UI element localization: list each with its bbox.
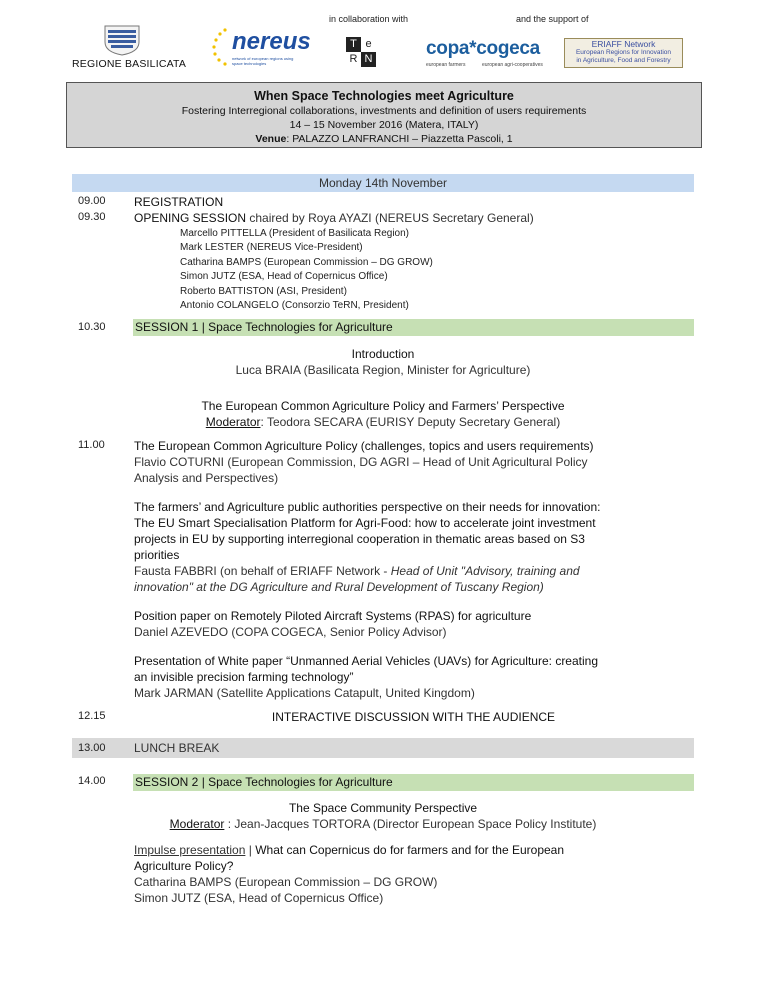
talk1-speaker-line1: Flavio COTURNI (European Commission, DG AGRI – Head of Unit Agricultural Policy xyxy=(134,455,588,469)
day-heading: Monday 14th November xyxy=(72,174,694,192)
moderator2-label: Moderator xyxy=(169,817,225,831)
opening-speaker: Simon JUTZ (ESA, Head of Copernicus Office) xyxy=(180,271,388,283)
registration-time: 09.00 xyxy=(78,195,106,207)
session1-heading: SESSION 1 | Space Technologies for Agriculture xyxy=(133,319,694,336)
region-name: REGIONE BASILICATA xyxy=(72,58,187,70)
talk2-title-line4: priorities xyxy=(134,548,180,562)
region-basilicata-crest-icon xyxy=(99,22,145,56)
venue-value: : PALAZZO LANFRANCHI – Piazzetta Pascoli, 1 xyxy=(286,133,513,145)
registration-label: REGISTRATION xyxy=(134,195,224,209)
session2-speaker: Simon JUTZ (ESA, Head of Copernicus Office) xyxy=(134,891,384,905)
talk2-speaker-role: Head of Unit "Advisory, training and xyxy=(390,564,580,578)
eriaff-line1: European Regions for Innovation xyxy=(575,49,672,56)
impulse-title: What can Copernicus do for farmers and for the European xyxy=(255,843,565,857)
tern-cell-t: T xyxy=(346,37,361,52)
impulse-separator: | xyxy=(245,843,256,857)
talk1-title: The European Common Agriculture Policy (challenges, topics and users requirements) xyxy=(134,439,594,453)
talk4-speaker: Mark JARMAN (Satellite Applications Catapult, United Kingdom) xyxy=(134,686,475,700)
opening-speaker: Catharina BAMPS (European Commission – DG GROW) xyxy=(180,256,433,268)
tern-logo xyxy=(346,37,376,67)
collab-caption: in collaboration with xyxy=(329,14,409,24)
tern-cell-r: R xyxy=(349,53,358,65)
talk2-speaker-name: Fausta FABBRI (on behalf of ERIAFF Network - xyxy=(134,564,391,578)
talks-time: 11.00 xyxy=(78,439,105,451)
talk2-title-line2: The EU Smart Specialisation Platform for Agri-Food: how to accelerate joint investment xyxy=(134,516,596,530)
session2-time: 14.00 xyxy=(78,775,106,787)
talk3-speaker: Daniel AZEVEDO (COPA COGECA, Senior Policy Advisor) xyxy=(134,625,447,639)
intro-title: Introduction xyxy=(351,347,415,361)
panel1-title: The European Common Agriculture Policy and Farmers’ Perspective xyxy=(201,399,565,413)
event-title-box xyxy=(66,82,702,148)
moderator2-name: : Jean-Jacques TORTORA (Director European Space Policy Institute) xyxy=(224,817,597,831)
nereus-logo xyxy=(212,26,312,70)
eriaff-line2: in Agriculture, Food and Forestry xyxy=(576,57,671,64)
eriaff-title: ERIAFF Network xyxy=(591,39,656,49)
nereus-tagline: network of european regions using space technologies xyxy=(232,56,294,66)
opening-speaker: Marcello PITTELLA (President of Basilicata Region) xyxy=(180,228,409,239)
talk2-speaker-line2: innovation" at the DG Agriculture and Rural Development of Tuscany Region) xyxy=(134,580,544,594)
session1-time: 10.30 xyxy=(78,321,106,333)
lunch-label: LUNCH BREAK xyxy=(134,741,220,755)
copa-cogeca-logo xyxy=(424,38,546,70)
session2-speaker: Catharina BAMPS (European Commission – DG GROW) xyxy=(134,875,438,889)
opening-speaker: Antonio COLANGELO (Consorzio TeRN, President) xyxy=(180,300,409,311)
panel1-moderator xyxy=(72,414,694,430)
talk2-speaker-line1 xyxy=(134,563,580,579)
talk4-title-line1: Presentation of White paper “Unmanned Aerial Vehicles (UAVs) for Agriculture: creating xyxy=(134,654,599,668)
eriaff-logo xyxy=(564,38,683,68)
moderator-name: : Teodora SECARA (EURISY Deputy Secretary General) xyxy=(260,415,561,429)
event-dates: 14 – 15 November 2016 (Matera, ITALY) xyxy=(289,119,479,131)
opening-chair: chaired by Roya AYAZI (NEREUS Secretary General) xyxy=(246,211,534,225)
talk2-title-line3: projects in EU by supporting interregional cooperation in thematic areas based on S3 xyxy=(134,532,585,546)
copa-sub1: european farmers xyxy=(426,62,466,68)
opening-time: 09.30 xyxy=(78,211,106,223)
discussion-label: INTERACTIVE DISCUSSION WITH THE AUDIENCE xyxy=(271,710,556,724)
venue-label: Venue xyxy=(255,133,287,145)
opening-label: OPENING SESSION xyxy=(134,211,247,225)
talk4-title-line2: an invisible precision farming technology” xyxy=(134,670,354,684)
tern-cell-e: e xyxy=(365,38,372,50)
panel2-title: The Space Community Perspective xyxy=(288,801,478,815)
support-caption: and the support of xyxy=(516,14,589,24)
event-subtitle: Fostering Interregional collaborations, investments and definition of users requirements xyxy=(181,105,587,117)
discussion-time: 12.15 xyxy=(78,710,106,722)
opening-speaker: Roberto BATTISTON (ASI, President) xyxy=(180,285,347,297)
impulse-label: Impulse presentation xyxy=(134,843,246,857)
talk1-speaker-line2: Analysis and Perspectives) xyxy=(134,471,279,485)
moderator-label: Moderator xyxy=(205,415,261,429)
impulse-line1 xyxy=(134,842,564,858)
impulse-title-line2: Agriculture Policy? xyxy=(134,859,234,873)
copa-sub2: european agri-cooperatives xyxy=(482,62,543,68)
session2-heading: SESSION 2 | Space Technologies for Agriculture xyxy=(133,774,694,791)
opening-speaker: Mark LESTER (NEREUS Vice-President) xyxy=(180,242,363,254)
lunch-time: 13.00 xyxy=(78,742,106,754)
intro-speaker: Luca BRAIA (Basilicata Region, Minister for Agriculture) xyxy=(235,363,531,377)
panel2-moderator xyxy=(72,816,694,832)
tern-cell-n: N xyxy=(361,52,376,67)
event-venue xyxy=(67,132,701,146)
nereus-wordmark: nereus xyxy=(232,28,311,55)
talk2-title-line1: The farmers’ and Agriculture public authorities perspective on their needs for innovation: xyxy=(134,500,601,514)
opening-session xyxy=(134,210,534,226)
event-title: When Space Technologies meet Agriculture xyxy=(254,89,514,103)
copa-wordmark: copa*cogeca xyxy=(426,38,540,59)
talk3-title: Position paper on Remotely Piloted Aircraft Systems (RPAS) for agriculture xyxy=(134,609,532,623)
